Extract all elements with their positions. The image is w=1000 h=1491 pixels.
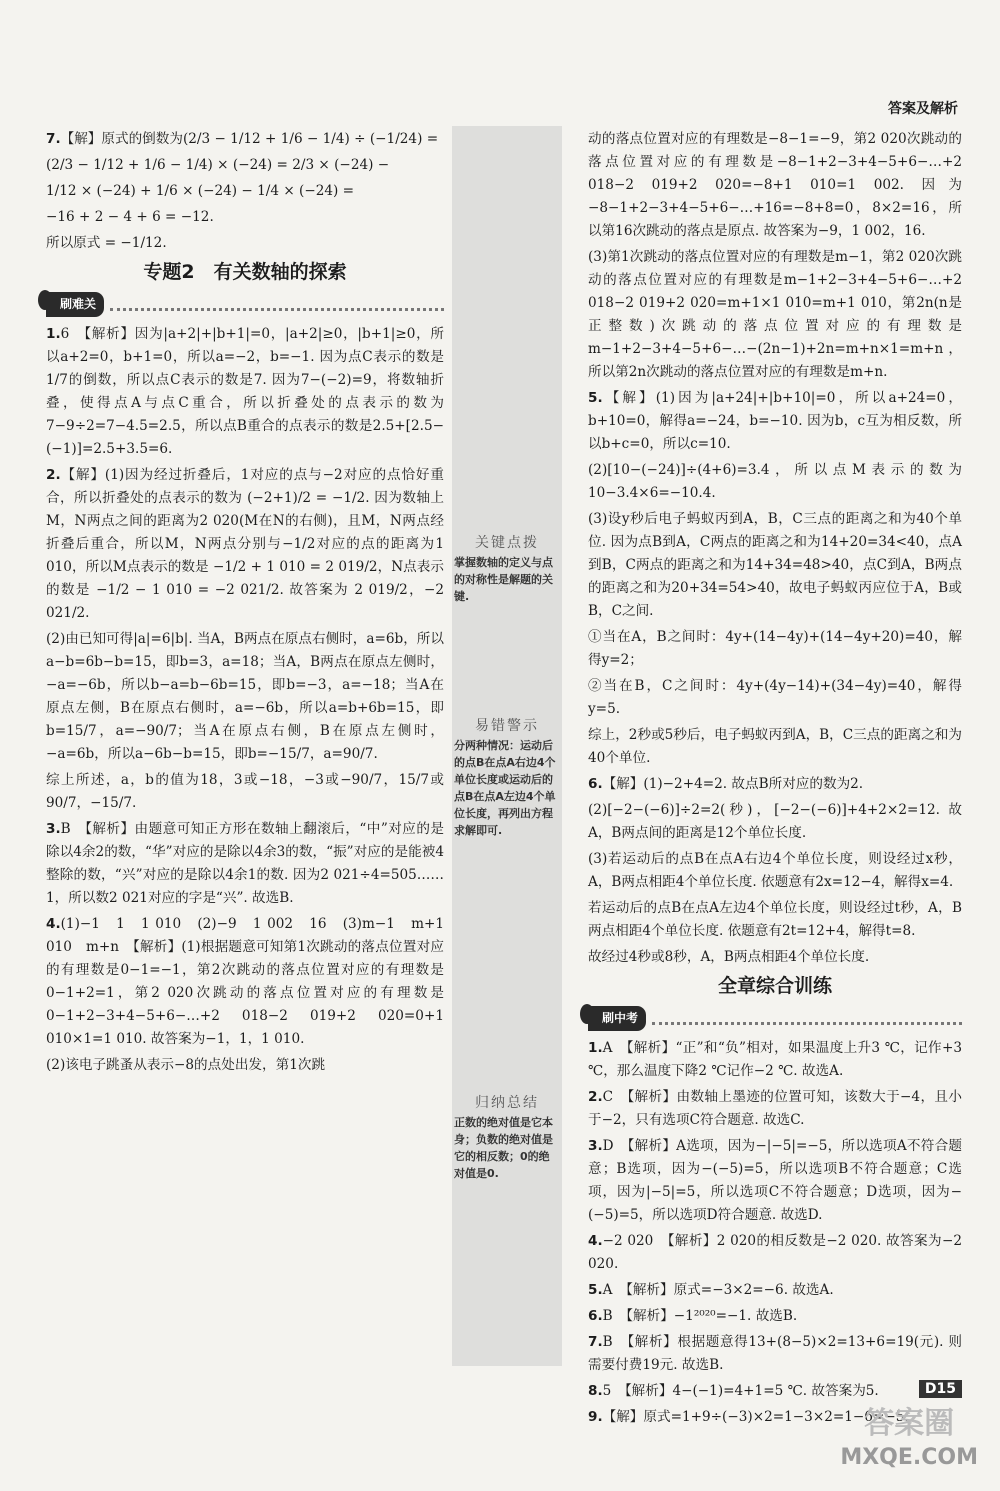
- answer-6-part5: 故经过4秒或8秒，A，B两点相距4个单位长度.: [588, 949, 870, 965]
- answer-text: B 【解析】根据题意得13+(8−5)×2=13+6=19(元). 则需要付费19元. 故选B.: [588, 1334, 962, 1373]
- answer-text: C 【解析】由数轴上墨迹的位置可知，该数大于−4，且小于−2，只有选项C符合题意. 故选C.: [588, 1089, 962, 1128]
- list-item: [588, 1279, 962, 1302]
- tip-key-point-title: 关键点拨: [475, 535, 539, 551]
- dotted-divider: [110, 300, 444, 311]
- dotted-divider: [652, 1014, 962, 1025]
- tip-key-point: [454, 535, 560, 605]
- answer-text: B 【解析】−1²⁰²⁰=−1. 故选B.: [602, 1308, 798, 1324]
- answer-6-part4: 若运动后的点B在点A左边4个单位长度，则设经过t秒，A，B两点相距4个单位长度. 依题意有2t=12+4，解得t=8.: [588, 900, 962, 939]
- answer-1-number: 1.: [46, 326, 61, 342]
- list-item: [588, 1305, 962, 1328]
- answer-4-part3: (3)第1次跳动的落点位置对应的有理数是m−1，第2 020次跳动的落点位置对应的有理数是m−1+2−3+4−5+6−…+2 018−2 019+2 020=m+1×1 010=m+1 010，第2n(n是正整数)次跳动的落点位置对应的有理数是m−1+2−3+4−5+6−…−(2n−1)+2n=m+n×1=m+n，所以第2n次跳动的落点位置对应的有理数是m+n.: [588, 249, 962, 380]
- tag-row-2: [588, 1002, 962, 1037]
- answer-5-part2: (2)[10−(−24)]÷(4+6)=3.4，所以点M表示的数为10−3.4×6=−10.4.: [588, 462, 962, 501]
- answer-5-number: 5.: [588, 390, 603, 406]
- answer-4-number: 4.: [46, 916, 61, 932]
- tag-row-1: [46, 288, 444, 323]
- list-item: [588, 1331, 962, 1377]
- watermark-line1: 答案圈: [864, 1406, 955, 1441]
- tip-error-warning-title: 易错警示: [475, 718, 539, 734]
- answer-number: 6.: [588, 1308, 603, 1324]
- list-item: [588, 1037, 962, 1083]
- list-item: [588, 1230, 962, 1276]
- list-item: [588, 1135, 962, 1227]
- answer-5-part3: (3)设y秒后电子蚂蚁丙到A，B，C三点的距离之和为40个单位. 因为点B到A，C两点的距离之和为14+20=34<40，点A到B，C两点的距离之和为14+34=48>40，点C到A，B两点的距离之和为20+34=54>40，故电子蚂蚁丙应位于A，B或B，C之间.: [588, 511, 962, 619]
- answer-2-part3: 综上所述，a，b的值为18，3或−18，−3或−90/7，15/7或90/7，−15/7.: [46, 772, 444, 811]
- answer-3-text: B 【解析】由题意可知正方形在数轴上翻滚后，“中”对应的是除以4余2的数，“华”对应的是除以4余3的数，“振”对应的是能被4整除的数，“兴”对应的是除以4余1的数. 因为2 021÷4=505……1，所以数2 021对应的字是“兴”. 故选B.: [46, 821, 444, 906]
- answer-6: [588, 773, 962, 796]
- watermark-logo: [840, 1407, 978, 1475]
- answer-2-number: 2.: [46, 467, 61, 483]
- tip-key-point-text: 掌握数轴的定义与点的对称性是解题的关键.: [454, 556, 553, 603]
- answer-6-part2: (2)[−2−(−6)]÷2=2(秒)，[−2−(−6)]+4+2×2=12. 故A，B两点间的距离是12个单位长度.: [588, 802, 962, 841]
- answer-4-continued: 动的落点位置对应的有理数是−8−1=−9，第2 020次跳动的落点位置对应的有理数是−8−1+2−3+4−5+6−…+2 018−2 019+2 020=−8+1 010=1 002. 因为−8−1+2−3+4−5+6−…+16=−8+8=0，8×2=16，所以第16次跳动的落点是原点. 故答案为−9，1 002，16.: [588, 131, 962, 239]
- answer-number: 3.: [588, 1138, 603, 1154]
- answer-number: 4.: [588, 1233, 603, 1249]
- tip-error-warning-text: 分两种情况：运动后的点B在点A右边4个单位长度或运动后的点B在点A左边4个单位长度，再列出方程求解即可.: [454, 739, 556, 837]
- answer-text: A 【解析】“正”和“负”相对，如果温度上升3 ℃，记作+3 ℃，那么温度下降2 ℃记作−2 ℃. 故选A.: [588, 1040, 962, 1079]
- answer-1: [46, 323, 444, 461]
- answer-3: [46, 818, 444, 910]
- tag-shuazhongkao: 刷中考: [588, 1006, 646, 1031]
- answer-5-part6: 综上，2秒或5秒后，电子蚂蚁丙到A，B，C三点的距离之和为40个单位.: [588, 727, 962, 766]
- answer-2-part2: (2)由已知可得|a|=6|b|. 当A，B两点在原点右侧时，a=6b，所以a−b=6b−b=15，即b=3，a=18；当A，B两点在原点左侧时，−a=−6b，所以b−a=b−6b=15，即b=−3，a=−18；当A在原点左侧，B在原点右侧时，a=−6b，所以a=b+6b=15，即b=15/7，a=−90/7；当A在原点右侧，B在原点左侧时，−a=6b，所以a−6b−b=15，即b=−15/7，a=90/7.: [46, 631, 444, 762]
- section-title-1: 专题2 有关数轴的探索: [143, 261, 347, 283]
- answer-number: 8.: [588, 1383, 603, 1399]
- tip-error-warning: [454, 718, 560, 839]
- answer-number: 9.: [588, 1409, 603, 1425]
- answer-2-text: 【解】(1)因为经过折叠后，1对应的点与−2对应的点恰好重合，所以折叠处的点表示的数为 (−2+1)/2 = −1/2. 因为数轴上M，N两点之间的距离为2 020(M在N的右侧)，且M，N两点经折叠后重合，所以M，N两点分别与−1/2对应的点的距离为1 010，所以M点表示的数是 −1/2 + 1 010 = 2 019/2，N点表示的数是 −1/2 − 1 010 = −2 021/2. 故答案为 2 019/2，−2 021/2.: [46, 467, 444, 621]
- answer-6-number: 6.: [588, 776, 603, 792]
- answer-5: [588, 387, 962, 456]
- answer-5-part5: ②当在B，C之间时：4y+(4y−14)+(34−4y)=40，解得y=5.: [588, 678, 962, 717]
- answer-4-part2: (2)该电子跳蚤从表示−8的点处出发，第1次跳: [46, 1057, 326, 1073]
- tag-shuanan: 刷难关: [46, 292, 104, 317]
- answer-number: 2.: [588, 1089, 603, 1105]
- q7-line5: 所以原式 = −1/12.: [46, 235, 167, 251]
- answer-5-text: 【解】(1)因为|a+24|+|b+10|=0，所以a+24=0，b+10=0，解得a=−24，b=−10. 因为b，c互为相反数，所以b+c=0，所以c=10.: [588, 390, 962, 452]
- answer-6-text: 【解】(1)−2+4=2. 故点B所对应的数为2.: [602, 776, 864, 792]
- answer-4-text: (1)−1 1 1 010 (2)−9 1 002 16 (3)m−1 m+1 010 m+n 【解析】(1)根据题意可知第1次跳动的落点位置对应的有理数是0−1=−1，第2次跳动的落点位置对应的有理数是0−1+2=1，第2 020次跳动的落点位置对应的有理数是0−1+2−3+4−5+6−…+2 018−2 019+2 020=0+1 010×1=1 010. 故答案为−1，1，1 010.: [46, 916, 444, 1047]
- answer-3-number: 3.: [46, 821, 61, 837]
- answer-6-part3: (3)若运动后的点B在点A右边4个单位长度，则设经过x秒，A，B两点相距4个单位长度. 依题意有2x=12−4，解得x=4.: [588, 851, 962, 890]
- page-number: D15: [919, 1380, 962, 1398]
- answer-text: 5 【解析】4−(−1)=4+1=5 ℃. 故答案为5.: [602, 1383, 879, 1399]
- answer-text: −2 020 【解析】2 020的相反数是−2 020. 故答案为−2 020.: [588, 1233, 962, 1272]
- tip-summary-title: 归纳总结: [475, 1095, 539, 1111]
- q7-text: 【解】原式的倒数为(2/3 − 1/12 + 1/6 − 1/4) ÷ (−1/24) =: [60, 131, 439, 147]
- answer-2: [46, 464, 444, 625]
- answer-5-part4: ①当在A，B之间时：4y+(14−4y)+(14−4y+20)=40，解得y=2；: [588, 629, 962, 668]
- q7-line2: (2/3 − 1/12 + 1/6 − 1/4) × (−24) = 2/3 × (−24) −: [46, 157, 390, 173]
- answer-number: 5.: [588, 1282, 603, 1298]
- answer-number: 1.: [588, 1040, 603, 1056]
- answer-4: [46, 913, 444, 1051]
- q7-line1: [46, 128, 444, 151]
- q7-number: 7.: [46, 131, 61, 147]
- answer-list: [588, 1037, 962, 1429]
- answer-text: A 【解析】原式=−3×2=−6. 故选A.: [602, 1282, 834, 1298]
- list-item: [588, 1086, 962, 1132]
- watermark-line2: MXQE.COM: [840, 1445, 978, 1470]
- q7-line3: 1/12 × (−24) + 1/6 × (−24) − 1/4 × (−24) =: [46, 183, 355, 199]
- q7-line4: −16 + 2 − 4 + 6 = −12.: [46, 209, 214, 225]
- answer-text: 【解】原式=1+9÷(−3)×2=1−3×2=1−6=−5.: [602, 1409, 909, 1425]
- tip-summary-text: 正数的绝对值是它本身；负数的绝对值是它的相反数；0的绝对值是0.: [454, 1116, 553, 1180]
- section-title-2: 全章综合训练: [717, 975, 832, 997]
- answer-number: 7.: [588, 1334, 603, 1350]
- answer-text: D 【解析】A选项，因为−|−5|=−5，所以选项A不符合题意；B选项，因为−(−5)=5，所以选项B不符合题意；C选项，因为|−5|=5，所以选项C不符合题意；D选项，因为−(−5)=5，所以选项D符合题意. 故选D.: [588, 1138, 962, 1223]
- list-item: [588, 1380, 962, 1403]
- left-column: [46, 128, 444, 1080]
- tip-summary: [454, 1095, 560, 1182]
- header-label: 答案及解析: [888, 101, 958, 117]
- answer-1-text: 6 【解析】因为|a+2|+|b+1|=0，|a+2|≥0，|b+1|≥0，所以a+2=0，b+1=0，所以a=−2，b=−1. 因为点C表示的数是1/7的倒数，所以点C表示的数是7. 因为7−(−2)=9，将数轴折叠，使得点A与点C重合，所以折叠处的点表示的数为7−9÷2=7−4.5=2.5，所以点B重合的点表示的数是2.5+[2.5−(−1)]=2.5+3.5=6.: [46, 326, 444, 457]
- right-column: [588, 128, 962, 1432]
